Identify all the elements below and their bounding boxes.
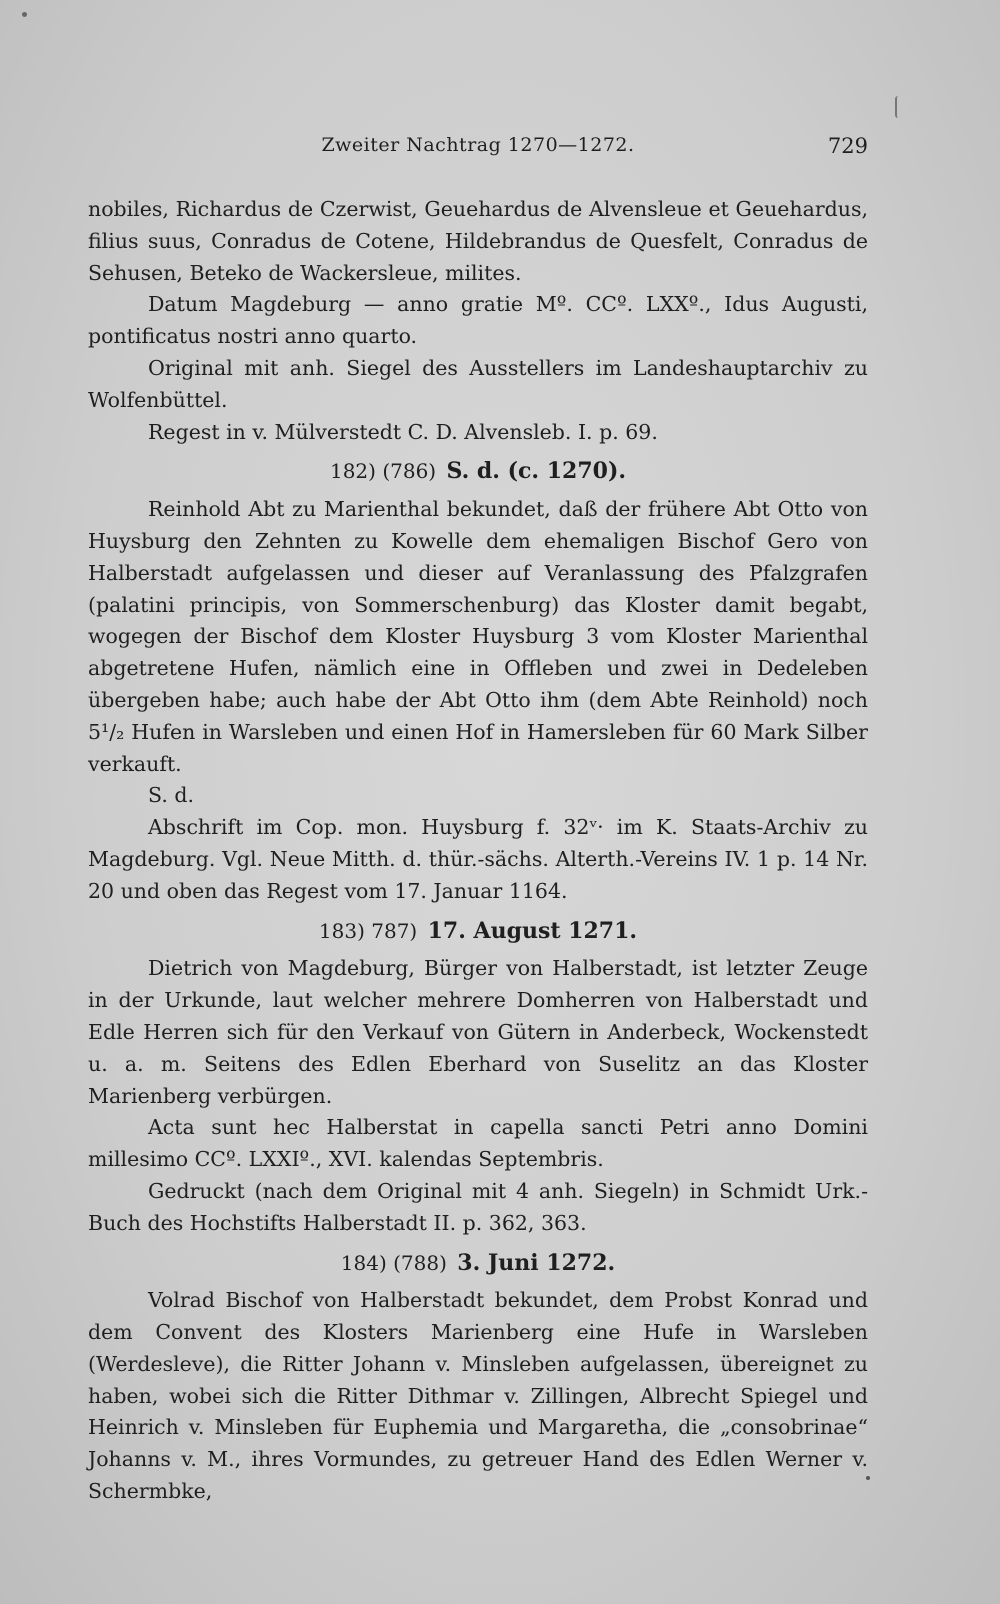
page-number: 729 xyxy=(827,134,868,158)
paragraph: S. d. xyxy=(148,783,194,808)
entry-date: 3. Juni 1272. xyxy=(457,1249,616,1276)
page-edge-mark xyxy=(895,96,903,118)
entry-heading xyxy=(88,1248,868,1280)
entry-date: S. d. (c. 1270). xyxy=(446,458,627,485)
running-title: Zweiter Nachtrag 1270—1272. xyxy=(321,134,635,156)
paragraph: Datum Magdeburg — anno gratie Mº. CCº. LXXº., Idus Augusti, pontificatus nostri anno quarto. xyxy=(88,292,868,349)
entry-number: 184) (788) xyxy=(340,1250,447,1275)
entry-date: 17. August 1271. xyxy=(427,917,638,944)
paragraph: Original mit anh. Siegel des Ausstellers im Landeshauptarchiv zu Wolfenbüttel. xyxy=(88,355,868,412)
entry-number: 183) 787) xyxy=(318,918,418,943)
entry-heading xyxy=(88,916,868,948)
speck-mark xyxy=(22,12,27,17)
page-body xyxy=(88,194,868,1508)
paragraph: Volrad Bischof von Halberstadt bekundet, dem Probst Konrad und dem Convent des Klosters Marienberg eine Hufe in Warsleben (Werdesleve), die Ritter Johann v. Minsleben aufgelassen, übereignet zu haben, wobei sich die Ritter Dithmar v. Zillingen, Albrecht Spiegel und Heinrich v. Minsleben für Euphemia und Margaretha, die „consobrinae“ Johanns v. M., ihres Vormundes, zu getreuer Hand des Edlen Werner v. Schermbke, xyxy=(88,1288,868,1504)
paragraph: Regest in v. Mülverstedt C. D. Alvensleb. I. p. 69. xyxy=(148,419,658,444)
paragraph: Acta sunt hec Halberstat in capella sancti Petri anno Domini millesimo CCº. LXXIº., XVI. kalendas Septembris. xyxy=(88,1115,868,1172)
entry-number: 182) (786) xyxy=(329,459,437,484)
paragraph: Gedruckt (nach dem Original mit 4 anh. Siegeln) in Schmidt Urk.-Buch des Hochstifts Halberstadt II. p. 362, 363. xyxy=(88,1178,868,1235)
paragraph: Reinhold Abt zu Marienthal bekundet, daß der frühere Abt Otto von Huysburg den Zehnten zu Kowelle dem ehemaligen Bischof Gero von Halberstadt aufgelassen und dieser auf Veranlassung des Pfalzgrafen (palatini principis, von Sommerschenburg) das Kloster damit begabt, wogegen der Bischof dem Kloster Huysburg 3 vom Kloster Marienthal abgetretene Hufen, nämlich eine in Offleben und zwei in Dedeleben übergeben habe; auch habe der Abt Otto ihm (dem Abte Reinhold) noch 5¹/₂ Hufen in Warsleben und einen Hof in Hamersleben für 60 Mark Silber verkauft. xyxy=(88,497,868,776)
paragraph: nobiles, Richardus de Czerwist, Geuehardus de Alvensleue et Geuehardus, filius suus, Conradus de Cotene, Hildebrandus de Quesfelt, Conradus de Sehusen, Beteko de Wackersleue, milites. xyxy=(88,197,868,285)
entry-heading xyxy=(88,456,868,488)
paragraph: Dietrich von Magdeburg, Bürger von Halberstadt, ist letzter Zeuge in der Urkunde, laut welcher mehrere Domherren von Halberstadt und Edle Herren sich für den Verkauf von Gütern in Anderbeck, Wockenstedt u. a. m. Seitens des Edlen Eberhard von Suselitz an das Kloster Marienberg verbürgen. xyxy=(88,956,868,1108)
paragraph: Abschrift im Cop. mon. Huysburg f. 32ᵛ· im K. Staats-Archiv zu Magdeburg. Vgl. Neue Mitth. d. thür.-sächs. Alterth.-Vereins IV. 1 p. 14 Nr. 20 und oben das Regest vom 17. Januar 1164. xyxy=(88,815,868,903)
page-header xyxy=(88,134,868,168)
